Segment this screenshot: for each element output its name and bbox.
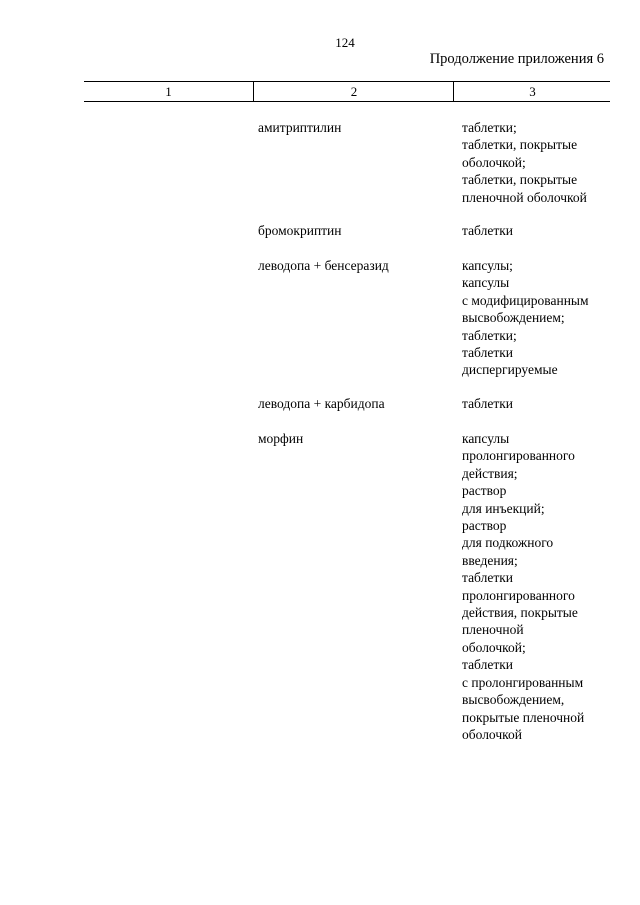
dosage-form-line: таблетки — [462, 657, 514, 673]
page-number: 124 — [335, 35, 355, 50]
continuation-label: Продолжение приложения 6 — [429, 51, 604, 67]
dosage-form-line: с модифицированным — [462, 292, 589, 308]
dosage-form-line: пролонгированного — [462, 448, 575, 464]
dosage-form-line: введения; — [462, 552, 518, 568]
dosage-form-line: для подкожного — [462, 535, 554, 551]
dosage-form-line: таблетки; — [462, 120, 517, 135]
dosage-form-line: пролонгированного — [462, 587, 575, 603]
column-header-1: 1 — [165, 84, 172, 99]
dosage-forms — [462, 257, 622, 379]
dosage-form-line: таблетки, покрытые — [462, 172, 578, 188]
dosage-form-line: таблетки — [462, 396, 514, 411]
table-header — [84, 81, 610, 102]
dosage-form-line: для инъекций; — [462, 500, 545, 516]
dosage-form-line: с пролонгированным — [462, 674, 584, 690]
drug-name: леводопа + карбидопа — [258, 396, 385, 411]
dosage-form-line: пленочной оболочкой — [462, 189, 587, 205]
column-header-2: 2 — [253, 82, 454, 101]
dosage-form-line: оболочкой; — [462, 639, 526, 655]
dosage-forms — [462, 119, 622, 206]
dosage-form-line: капсулы — [462, 275, 510, 291]
dosage-forms — [462, 222, 622, 239]
dosage-form-line: покрытые пленочной — [462, 709, 585, 725]
dosage-form-line: таблетки, покрытые — [462, 137, 578, 153]
dosage-form-line: оболочкой — [462, 726, 522, 742]
dosage-form-line: таблетки — [462, 223, 514, 238]
dosage-form-line: таблетки — [462, 345, 514, 361]
column-header-3: 3 — [453, 82, 611, 101]
dosage-form-line: раствор — [462, 518, 507, 534]
dosage-forms — [462, 395, 622, 412]
dosage-forms — [462, 430, 622, 743]
dosage-form-line: высвобождением, — [462, 692, 565, 708]
dosage-form-line: таблетки; — [462, 327, 517, 343]
dosage-form-line: раствор — [462, 483, 507, 499]
dosage-form-line: таблетки — [462, 570, 514, 586]
dosage-form-line: диспергируемые — [462, 362, 558, 378]
drug-name: морфин — [258, 431, 304, 446]
dosage-form-line: действия, покрытые — [462, 605, 578, 621]
dosage-form-line: оболочкой; — [462, 154, 526, 170]
dosage-form-line: действия; — [462, 465, 518, 481]
dosage-form-line: пленочной — [462, 622, 524, 638]
drug-name: бромокриптин — [258, 223, 342, 238]
dosage-form-line: капсулы — [462, 431, 510, 446]
dosage-form-line: капсулы; — [462, 258, 513, 273]
drug-name: леводопа + бенсеразид — [258, 258, 389, 273]
drug-name: амитриптилин — [258, 120, 342, 135]
dosage-form-line: высвобождением; — [462, 310, 565, 326]
